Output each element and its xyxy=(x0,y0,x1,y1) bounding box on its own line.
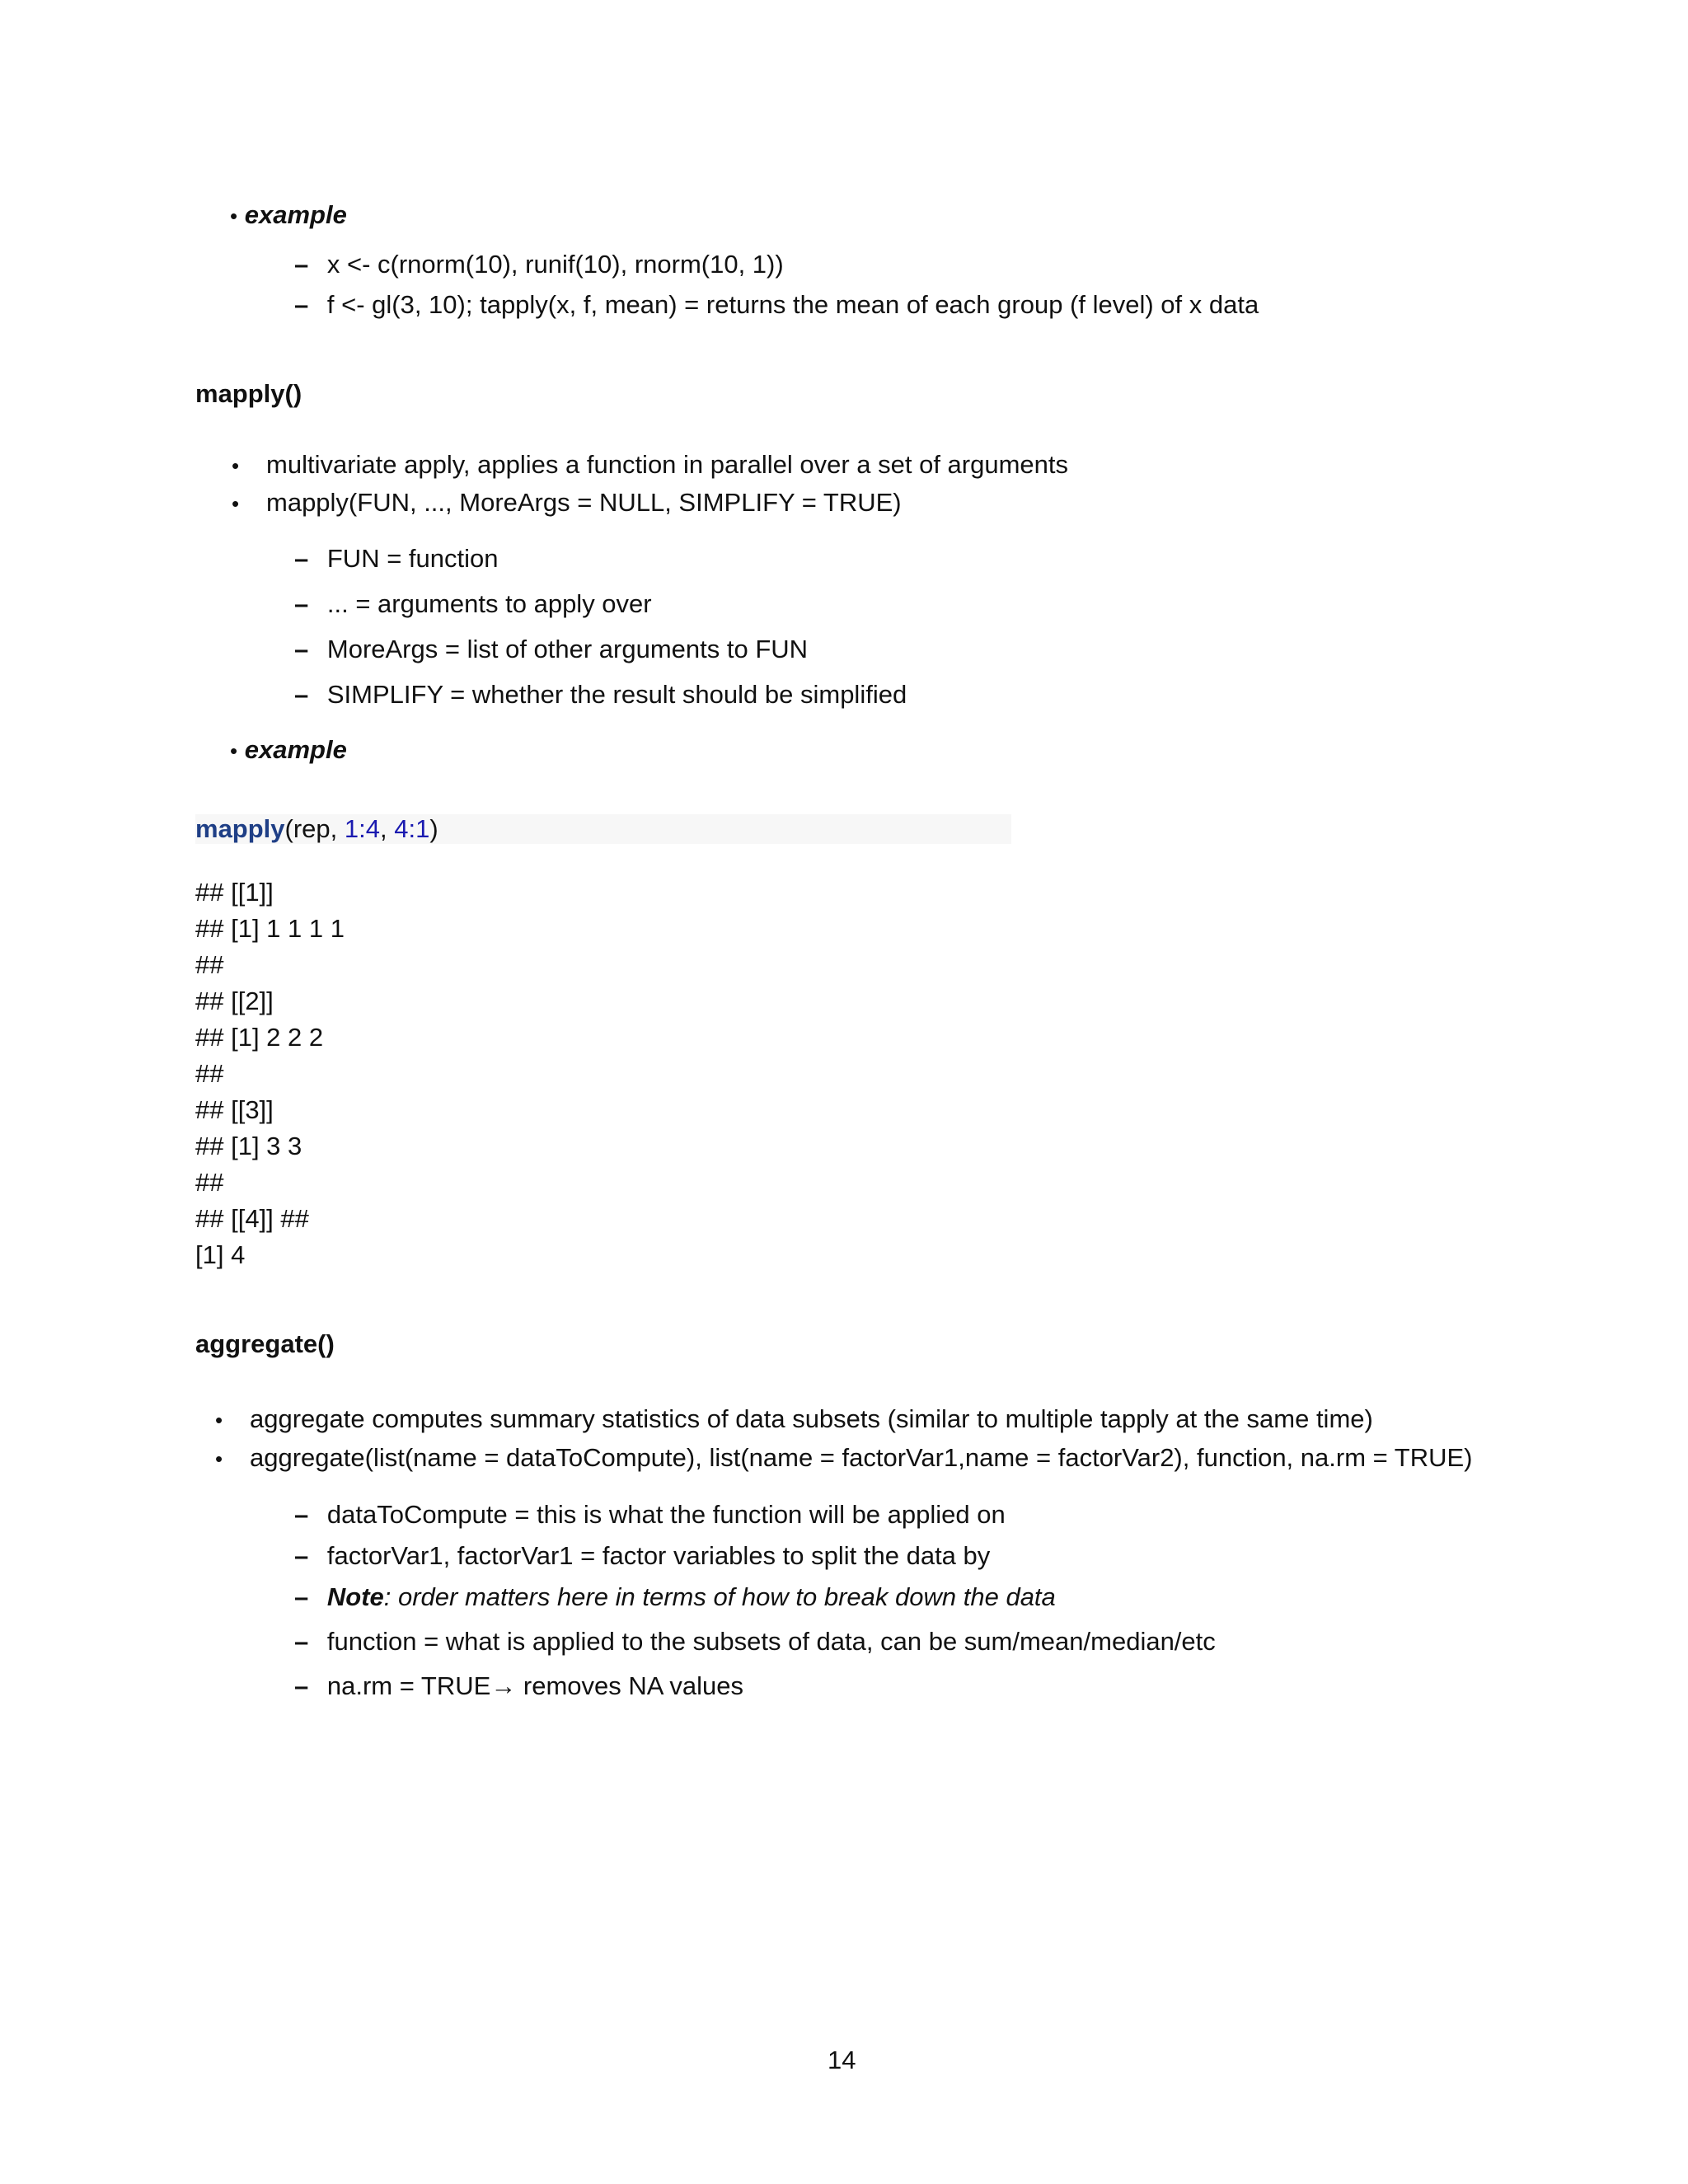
dash-icon: – xyxy=(294,1627,309,1656)
list-item-text: multivariate apply, applies a function in parallel over a set of arguments xyxy=(266,450,1069,479)
mapply-heading: mapply() xyxy=(195,379,302,408)
output-line: ## [1] 3 3 xyxy=(195,1132,302,1160)
bullet-icon: • xyxy=(232,453,240,478)
example-label-text: example xyxy=(244,735,347,764)
output-line: ## [[2]] xyxy=(195,987,274,1015)
list-item xyxy=(294,251,784,277)
code-function: mapply xyxy=(195,814,285,843)
list-item-note xyxy=(294,1584,1056,1610)
list-item-text: function = what is applied to the subsets of data, can be sum/mean/median/etc xyxy=(326,1627,1216,1656)
output-line: ## xyxy=(195,950,224,979)
dash-icon: – xyxy=(294,1541,309,1570)
list-item-text: aggregate(list(name = dataToCompute), list(name = factorVar1,name = factorVar2), function, na.rm = TRUE) xyxy=(250,1443,1473,1472)
dash-icon: – xyxy=(294,1582,309,1611)
output-line: ## [1] 1 1 1 1 xyxy=(195,914,345,943)
aggregate-heading: aggregate() xyxy=(195,1329,335,1358)
output-line: ## [[1]] xyxy=(195,878,274,907)
output-line: ## [1] 2 2 2 xyxy=(195,1023,324,1052)
bullet-icon: • xyxy=(232,491,240,516)
list-item xyxy=(294,546,499,571)
list-item-text: factorVar1, factorVar1 = factor variables to split the data by xyxy=(326,1541,991,1570)
code-text: , xyxy=(380,814,395,843)
code-line xyxy=(195,816,438,841)
dash-icon: – xyxy=(294,1671,309,1700)
list-item xyxy=(215,1404,1373,1433)
example-label-2 xyxy=(230,737,347,762)
dash-icon: – xyxy=(294,290,309,319)
output-line: ## xyxy=(195,1168,224,1197)
list-item xyxy=(294,1543,990,1568)
bullet-icon: • xyxy=(230,738,238,763)
code-text: (rep, xyxy=(284,814,345,843)
list-item xyxy=(294,1629,1216,1654)
list-item xyxy=(294,682,907,707)
list-item xyxy=(294,636,808,662)
list-item-text: dataToCompute = this is what the function will be applied on xyxy=(326,1500,1006,1529)
list-item-text: x <- c(rnorm(10), runif(10), rnorm(10, 1)) xyxy=(326,250,784,279)
output-line: ## [[3]] xyxy=(195,1095,274,1124)
list-item xyxy=(215,1443,1473,1472)
list-item xyxy=(232,450,1069,479)
list-item xyxy=(294,591,652,616)
bullet-icon: • xyxy=(215,1446,223,1471)
dash-icon: – xyxy=(294,635,309,663)
dash-icon: – xyxy=(294,250,309,279)
note-label: Note xyxy=(326,1582,384,1611)
list-item-text: MoreArgs = list of other arguments to FUN xyxy=(326,635,809,663)
note-text: : order matters here in terms of how to break down the data xyxy=(383,1582,1056,1611)
list-item-text: SIMPLIFY = whether the result should be simplified xyxy=(326,680,907,709)
dash-icon: – xyxy=(294,589,309,618)
code-number: 4:1 xyxy=(394,814,430,843)
code-text: ) xyxy=(429,814,438,843)
bullet-icon: • xyxy=(230,204,238,228)
dash-icon: – xyxy=(294,1500,309,1529)
list-item-text: ... = arguments to apply over xyxy=(326,589,652,618)
output-line: [1] 4 xyxy=(195,1240,246,1269)
list-item-text: f <- gl(3, 10); tapply(x, f, mean) = returns the mean of each group (f level) of x data xyxy=(326,290,1259,319)
output-line: ## xyxy=(195,1059,224,1088)
code-number: 1:4 xyxy=(344,814,380,843)
list-item-text: FUN = function xyxy=(326,544,499,573)
dash-icon: – xyxy=(294,544,309,573)
example-label-text: example xyxy=(244,200,347,229)
list-item xyxy=(294,1502,1006,1527)
list-item-text: na.rm = TRUE→ removes NA values xyxy=(326,1671,743,1700)
page-number: 14 xyxy=(828,2046,856,2074)
dash-icon: – xyxy=(294,680,309,709)
list-item-text: aggregate computes summary statistics of data subsets (similar to multiple tapply at the same time) xyxy=(250,1404,1373,1433)
output-line: ## [[4]] ## xyxy=(195,1204,309,1233)
bullet-icon: • xyxy=(215,1408,223,1432)
list-item xyxy=(294,1673,743,1699)
list-item xyxy=(232,488,902,517)
list-item xyxy=(294,292,1259,317)
example-label-1 xyxy=(230,202,347,227)
list-item-text: mapply(FUN, ..., MoreArgs = NULL, SIMPLIFY = TRUE) xyxy=(266,488,902,517)
